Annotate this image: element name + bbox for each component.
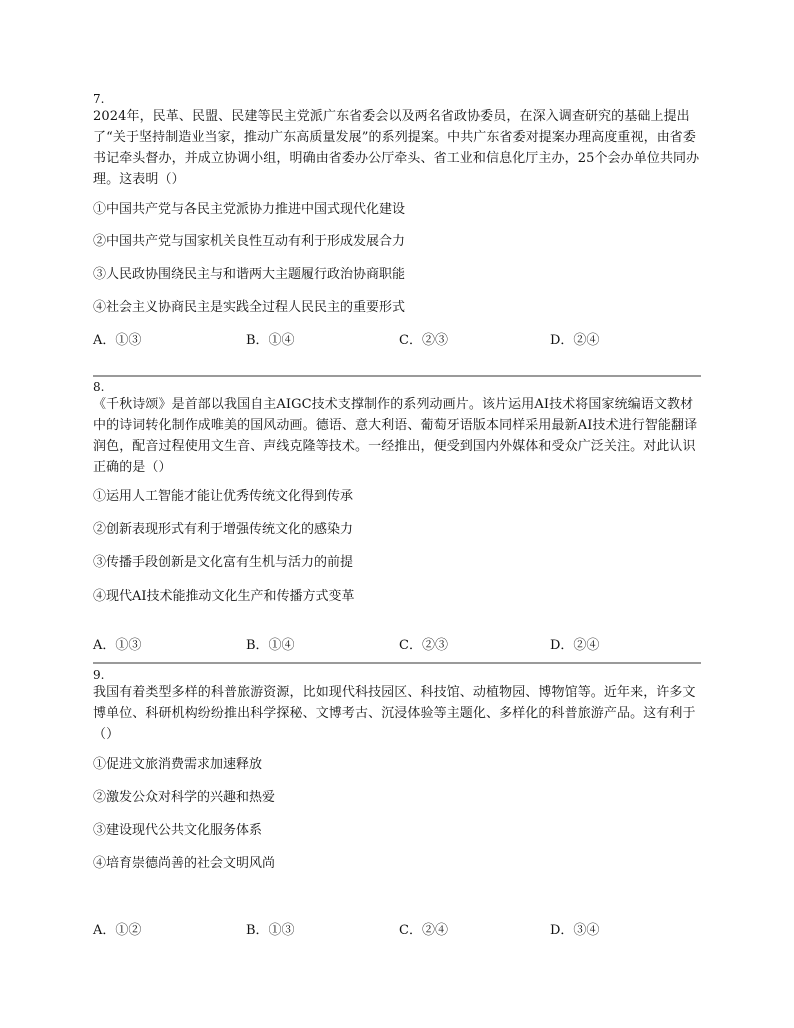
option-1: ①中国共产党与各民主党派协力推进中国式现代化建设 [93,202,406,217]
option-4: ④现代AI技术能推动文化生产和传播方式变革 [93,589,355,604]
option-3: ③建设现代公共文化服务体系 [93,823,263,838]
choice-a[interactable]: A．①③ [93,333,142,348]
choice-c[interactable]: C．②③ [399,333,448,348]
option-1: ①运用人工智能才能让优秀传统文化得到传承 [93,489,354,504]
choice-a[interactable]: A．①③ [93,638,142,653]
answer-choices [93,637,701,654]
question-7 [93,93,701,190]
question-number: 8. [93,380,105,394]
option-3: ③传播手段创新是文化富有生机与活力的前提 [93,555,354,570]
question-number: 7. [93,92,105,106]
option-1: ①促进文旅消费需求加速释放 [93,757,263,772]
question-stem: 2024年，民革、民盟、民建等民主党派广东省委会以及两名省政协委员，在深入调查研究的基础上提出了“关于坚持制造业当家，推动广东高质量发展”的系列提案。中共广东省委对提案办理高度重视，由省委书记牵头督办，并成立协调小组，明确由省委办公厅牵头、省工业和信息化厅主办，25个会办单位共同办理。这表明（） [93,109,700,187]
question-9 [93,669,701,745]
question-number: 9. [93,668,105,682]
question-divider [93,375,701,377]
answer-choices [93,922,701,939]
option-3: ③人民政协围绕民主与和谐两大主题履行政治协商职能 [93,267,406,282]
question-divider [93,662,701,664]
choice-d[interactable]: D．②④ [550,333,600,348]
choice-a[interactable]: A．①② [93,923,142,938]
option-4: ④社会主义协商民主是实践全过程人民民主的重要形式 [93,300,406,315]
option-2: ②创新表现形式有利于增强传统文化的感染力 [93,522,354,537]
question-stem: 我国有着类型多样的科普旅游资源，比如现代科技园区、科技馆、动植物园、博物馆等。近年来，许多文博单位、科研机构纷纷推出科学探秘、文博考古、沉浸体验等主题化、多样化的科普旅游产品。这有利于（） [93,685,696,742]
option-4: ④培育崇德尚善的社会文明风尚 [93,856,276,871]
choice-d[interactable]: D．②④ [550,638,600,653]
question-8 [93,381,701,478]
answer-choices [93,332,701,349]
choice-c[interactable]: C．②③ [399,638,448,653]
question-stem: 《千秋诗颂》是首部以我国自主AIGC技术支撑制作的系列动画片。该片运用AI技术将国家统编语文教材中的诗词转化制作成唯美的国风动画。德语、意大利语、葡萄牙语版本同样采用最新AI技术进行智能翻译润色，配音过程使用文生音、声线克隆等技术。一经推出，便受到国内外媒体和受众广泛关注。对此认识正确的是（） [93,397,698,475]
choice-b[interactable]: B．①③ [246,923,295,938]
choice-b[interactable]: B．①④ [246,638,295,653]
choice-d[interactable]: D．③④ [550,923,600,938]
option-2: ②激发公众对科学的兴趣和热爱 [93,790,276,805]
choice-b[interactable]: B．①④ [246,333,295,348]
option-2: ②中国共产党与国家机关良性互动有利于形成发展合力 [93,234,406,249]
choice-c[interactable]: C．②④ [399,923,448,938]
